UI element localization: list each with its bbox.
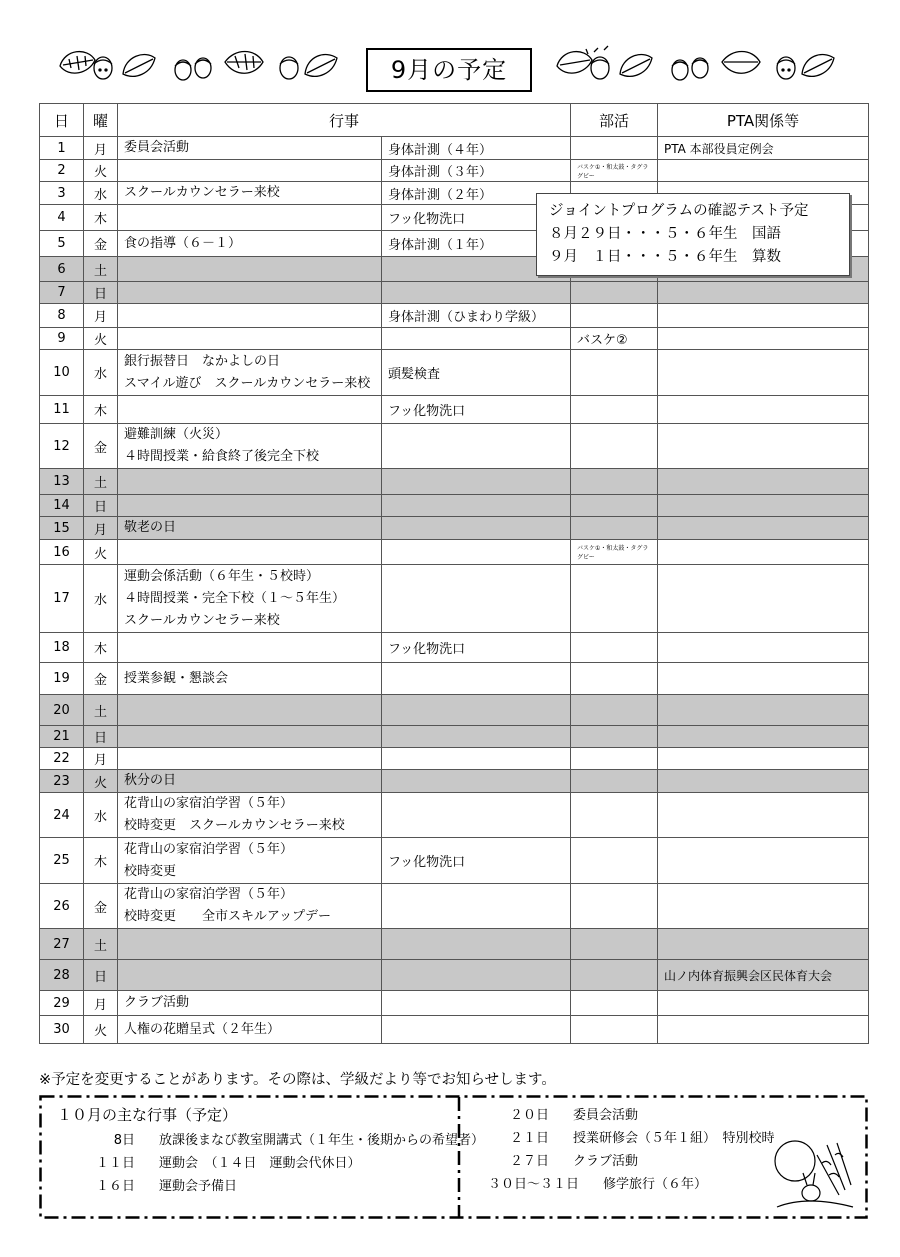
event-cell: [118, 695, 382, 726]
october-event-item: [69, 1152, 484, 1175]
pta-cell: [658, 304, 869, 328]
event-cell: [118, 726, 382, 748]
day-cell: 7: [40, 282, 84, 304]
event-line: 人権の花贈呈式（２年生）: [124, 1021, 281, 1037]
event2-cell: 頭髪検査: [382, 350, 571, 396]
event-cell: [118, 257, 382, 282]
day-cell: 9: [40, 328, 84, 350]
event2-cell: [382, 663, 571, 695]
weekday-cell: 土: [84, 469, 118, 495]
club-cell: [571, 350, 658, 396]
weekday-cell: 日: [84, 960, 118, 991]
pta-cell: [658, 770, 869, 793]
joint-program-line: ８月２９日・・・５・６年生 国語: [549, 226, 781, 242]
event-cell: [118, 495, 382, 517]
weekday-cell: 月: [84, 304, 118, 328]
october-event-item: [483, 1150, 775, 1173]
weekday-cell: 金: [84, 663, 118, 695]
weekday-cell: 土: [84, 257, 118, 282]
event-cell: [118, 160, 382, 182]
event2-cell: フッ化物洗口: [382, 396, 571, 424]
event2-cell: [382, 793, 571, 838]
pta-cell: [658, 424, 869, 469]
event-cell: [118, 205, 382, 231]
event2-cell: [382, 424, 571, 469]
weekday-cell: 水: [84, 793, 118, 838]
pta-cell: [658, 695, 869, 726]
weekday-cell: 日: [84, 726, 118, 748]
table-row: [40, 929, 869, 960]
club-cell: [571, 663, 658, 695]
event2-cell: [382, 1016, 571, 1044]
event-cell: [118, 540, 382, 565]
day-cell: 27: [40, 929, 84, 960]
event-line: 運動会係活動（６年生・５校時）: [124, 568, 320, 584]
weekday-cell: 日: [84, 495, 118, 517]
event-line: 校時変更: [124, 863, 177, 879]
club-cell: [571, 137, 658, 160]
moon-rabbit-illustration: [767, 1135, 857, 1215]
day-cell: 20: [40, 695, 84, 726]
club-cell: [571, 396, 658, 424]
joint-program-title: ジョイントプログラムの確認テスト予定: [549, 203, 809, 219]
october-event-text: 運動会予備日: [159, 1179, 238, 1194]
october-event-date: ２１日: [509, 1131, 549, 1146]
event-cell: [118, 748, 382, 770]
october-event-date: １６日: [95, 1179, 135, 1194]
pta-cell: [658, 793, 869, 838]
event-cell: [118, 884, 382, 929]
event-cell: [118, 663, 382, 695]
event-cell: [118, 838, 382, 884]
event2-cell: [382, 495, 571, 517]
event-cell: [118, 770, 382, 793]
header-club: 部活: [571, 104, 658, 137]
weekday-cell: 月: [84, 137, 118, 160]
october-title: １０月の主な行事（予定）: [57, 1106, 238, 1124]
leaf-acorn-decoration-left: [55, 44, 345, 88]
october-event-text: クラブ活動: [573, 1154, 639, 1169]
event-line: 秋分の日: [124, 773, 177, 788]
event-line: 敬老の日: [124, 520, 177, 535]
day-cell: 10: [40, 350, 84, 396]
october-event-item: [483, 1127, 775, 1150]
club-cell: [571, 838, 658, 884]
table-row: [40, 748, 869, 770]
pta-cell: [658, 565, 869, 633]
club-cell: [571, 633, 658, 663]
table-row: [40, 991, 869, 1016]
table-row: [40, 517, 869, 540]
club-cell: [571, 884, 658, 929]
club-cell: バスケ①・和太鼓・タグラグビー: [571, 540, 658, 565]
event-cell: [118, 304, 382, 328]
table-row: [40, 304, 869, 328]
event-line: 花背山の家宿泊学習（５年）: [124, 796, 294, 811]
table-row: [40, 960, 869, 991]
table-row: [40, 770, 869, 793]
club-cell: [571, 565, 658, 633]
october-event-item: [69, 1129, 484, 1152]
event-line: 花背山の家宿泊学習（５年）: [124, 887, 294, 902]
event-cell: [118, 469, 382, 495]
header-day: 日: [40, 104, 84, 137]
pta-cell: [658, 350, 869, 396]
day-cell: 29: [40, 991, 84, 1016]
october-event-text: 修学旅行（６年）: [603, 1177, 708, 1192]
table-row: [40, 838, 869, 884]
pta-cell: [658, 517, 869, 540]
club-cell: [571, 304, 658, 328]
day-cell: 28: [40, 960, 84, 991]
event2-cell: フッ化物洗口: [382, 633, 571, 663]
pta-cell: [658, 469, 869, 495]
table-row: [40, 282, 869, 304]
day-cell: 22: [40, 748, 84, 770]
table-row: [40, 565, 869, 633]
pta-cell: [658, 282, 869, 304]
header-events: 行事: [118, 104, 571, 137]
header-pta: PTA関係等: [658, 104, 869, 137]
weekday-cell: 木: [84, 633, 118, 663]
event-line: 食の指導（６－１）: [124, 235, 242, 251]
event-line: クラブ活動: [124, 995, 190, 1010]
table-row: [40, 695, 869, 726]
day-cell: 5: [40, 231, 84, 257]
table-row: [40, 495, 869, 517]
day-cell: 21: [40, 726, 84, 748]
event-cell: [118, 517, 382, 540]
table-row: [40, 350, 869, 396]
event2-cell: [382, 328, 571, 350]
weekday-cell: 金: [84, 231, 118, 257]
event-line: 校時変更 全市スキルアップデー: [124, 909, 331, 924]
event-cell: [118, 1016, 382, 1044]
event-line: 校時変更 スクールカウンセラー来校: [124, 818, 345, 833]
pta-cell: [658, 540, 869, 565]
table-row: [40, 793, 869, 838]
event-line: 銀行振替日 なかよしの日: [124, 353, 281, 369]
event-cell: [118, 396, 382, 424]
event-line: 避難訓練（火災）: [124, 427, 229, 442]
weekday-cell: 火: [84, 328, 118, 350]
event-line: スマイル遊び スクールカウンセラー来校: [124, 375, 371, 391]
weekday-cell: 火: [84, 770, 118, 793]
event-cell: [118, 328, 382, 350]
pta-cell: [658, 160, 869, 182]
joint-program-line: ９月 １日・・・５・６年生 算数: [549, 249, 781, 265]
pta-cell: [658, 396, 869, 424]
weekday-cell: 水: [84, 350, 118, 396]
event2-cell: [382, 469, 571, 495]
day-cell: 13: [40, 469, 84, 495]
october-event-item: [483, 1173, 775, 1196]
event2-cell: [382, 991, 571, 1016]
club-cell: [571, 282, 658, 304]
table-row: [40, 160, 869, 182]
event-cell: [118, 350, 382, 396]
club-cell: [571, 424, 658, 469]
club-cell: [571, 1016, 658, 1044]
day-cell: 14: [40, 495, 84, 517]
october-event-item: [69, 1175, 484, 1198]
october-event-text: 放課後まなび教室開講式（１年生・後期からの希望者）: [159, 1133, 485, 1148]
event-line: スクールカウンセラー来校: [124, 612, 280, 628]
day-cell: 4: [40, 205, 84, 231]
event2-cell: 身体計測（３年）: [382, 160, 571, 182]
pta-cell: 山ノ内体育振興会区民体育大会: [658, 960, 869, 991]
event-cell: [118, 793, 382, 838]
club-cell: [571, 793, 658, 838]
event-cell: [118, 929, 382, 960]
day-cell: 15: [40, 517, 84, 540]
event-cell: [118, 633, 382, 663]
club-cell: [571, 748, 658, 770]
october-right-list: [483, 1104, 775, 1196]
event2-cell: [382, 748, 571, 770]
event2-cell: 身体計測（２年）: [382, 182, 571, 205]
table-row: [40, 424, 869, 469]
day-cell: 11: [40, 396, 84, 424]
leaf-acorn-decoration-right: [552, 44, 842, 88]
weekday-cell: 月: [84, 517, 118, 540]
event2-cell: [382, 540, 571, 565]
october-event-date: ２０日: [509, 1108, 549, 1123]
club-cell: [571, 495, 658, 517]
club-cell: [571, 726, 658, 748]
october-event-date: １１日: [95, 1156, 135, 1171]
event-line: 授業参観・懇談会: [124, 670, 229, 686]
weekday-cell: 日: [84, 282, 118, 304]
weekday-cell: 月: [84, 748, 118, 770]
october-event-date: 8日: [113, 1133, 135, 1148]
weekday-cell: 木: [84, 838, 118, 884]
table-row: [40, 396, 869, 424]
weekday-cell: 木: [84, 205, 118, 231]
weekday-cell: 水: [84, 182, 118, 205]
weekday-cell: 火: [84, 1016, 118, 1044]
day-cell: 25: [40, 838, 84, 884]
event2-cell: 身体計測（４年）: [382, 137, 571, 160]
weekday-cell: 金: [84, 424, 118, 469]
event2-cell: [382, 282, 571, 304]
table-row: [40, 137, 869, 160]
event2-cell: [382, 929, 571, 960]
weekday-cell: 木: [84, 396, 118, 424]
day-cell: 2: [40, 160, 84, 182]
pta-cell: [658, 929, 869, 960]
october-event-date: ２７日: [509, 1154, 549, 1169]
october-event-item: [483, 1104, 775, 1127]
event-cell: [118, 991, 382, 1016]
event2-cell: 身体計測（ひまわり学級）: [382, 304, 571, 328]
club-cell: [571, 991, 658, 1016]
table-row: [40, 540, 869, 565]
event-cell: [118, 137, 382, 160]
header-weekday: 曜: [84, 104, 118, 137]
day-cell: 30: [40, 1016, 84, 1044]
pta-cell: [658, 1016, 869, 1044]
club-cell: [571, 517, 658, 540]
club-cell: [571, 770, 658, 793]
event2-cell: フッ化物洗口: [382, 205, 571, 231]
weekday-cell: 月: [84, 991, 118, 1016]
day-cell: 12: [40, 424, 84, 469]
table-row: [40, 633, 869, 663]
weekday-cell: 火: [84, 160, 118, 182]
event2-cell: [382, 517, 571, 540]
pta-cell: [658, 838, 869, 884]
event-cell: [118, 231, 382, 257]
club-cell: [571, 695, 658, 726]
day-cell: 17: [40, 565, 84, 633]
event2-cell: 身体計測（１年）: [382, 231, 571, 257]
pta-cell: [658, 884, 869, 929]
pta-cell: [658, 663, 869, 695]
october-event-date: ３０日～３１日: [487, 1177, 579, 1192]
table-row: [40, 884, 869, 929]
pta-cell: [658, 633, 869, 663]
day-cell: 23: [40, 770, 84, 793]
october-event-text: 授業研修会（５年１組） 特別校時: [573, 1131, 775, 1146]
pta-cell: [658, 726, 869, 748]
event-line: スクールカウンセラー来校: [124, 185, 280, 200]
table-row: [40, 663, 869, 695]
weekday-cell: 土: [84, 695, 118, 726]
pta-cell: [658, 328, 869, 350]
day-cell: 1: [40, 137, 84, 160]
day-cell: 8: [40, 304, 84, 328]
table-header-row: [40, 104, 869, 137]
weekday-cell: 金: [84, 884, 118, 929]
schedule-change-note: ※予定を変更することがあります。その際は、学級だより等でお知らせします。: [39, 1072, 556, 1088]
joint-program-test-box: [536, 193, 850, 276]
event-cell: [118, 182, 382, 205]
weekday-cell: 土: [84, 929, 118, 960]
day-cell: 6: [40, 257, 84, 282]
event2-cell: [382, 695, 571, 726]
weekday-cell: 水: [84, 565, 118, 633]
club-cell: バスケ①・和太鼓・タグラグビー: [571, 160, 658, 182]
pta-cell: [658, 991, 869, 1016]
day-cell: 19: [40, 663, 84, 695]
event2-cell: [382, 565, 571, 633]
event2-cell: [382, 960, 571, 991]
day-cell: 26: [40, 884, 84, 929]
pta-cell: [658, 748, 869, 770]
october-events-box: [39, 1095, 868, 1219]
event-cell: [118, 960, 382, 991]
club-cell: バスケ②: [571, 328, 658, 350]
page-header: [0, 40, 900, 100]
october-event-text: 委員会活動: [573, 1108, 639, 1123]
day-cell: 3: [40, 182, 84, 205]
pta-cell: [658, 495, 869, 517]
club-cell: [571, 960, 658, 991]
day-cell: 18: [40, 633, 84, 663]
club-cell: [571, 929, 658, 960]
club-cell: [571, 469, 658, 495]
weekday-cell: 火: [84, 540, 118, 565]
table-row: [40, 726, 869, 748]
table-row: [40, 328, 869, 350]
event2-cell: [382, 884, 571, 929]
event-cell: [118, 282, 382, 304]
event-line: 花背山の家宿泊学習（５年）: [124, 841, 294, 857]
october-left-list: [69, 1129, 484, 1198]
event2-cell: フッ化物洗口: [382, 838, 571, 884]
event-line: ４時間授業・完全下校（１～５年生）: [124, 590, 346, 606]
event2-cell: [382, 726, 571, 748]
table-row: [40, 1016, 869, 1044]
october-event-text: 運動会 （１４日 運動会代休日）: [159, 1156, 361, 1171]
page-title: 9月の予定: [366, 48, 532, 92]
event-line: ４時間授業・給食終了後完全下校: [124, 449, 320, 464]
event-line: 委員会活動: [124, 140, 190, 155]
day-cell: 16: [40, 540, 84, 565]
event2-cell: [382, 770, 571, 793]
event-cell: [118, 424, 382, 469]
table-row: [40, 469, 869, 495]
day-cell: 24: [40, 793, 84, 838]
pta-cell: PTA 本部役員定例会: [658, 137, 869, 160]
event-cell: [118, 565, 382, 633]
